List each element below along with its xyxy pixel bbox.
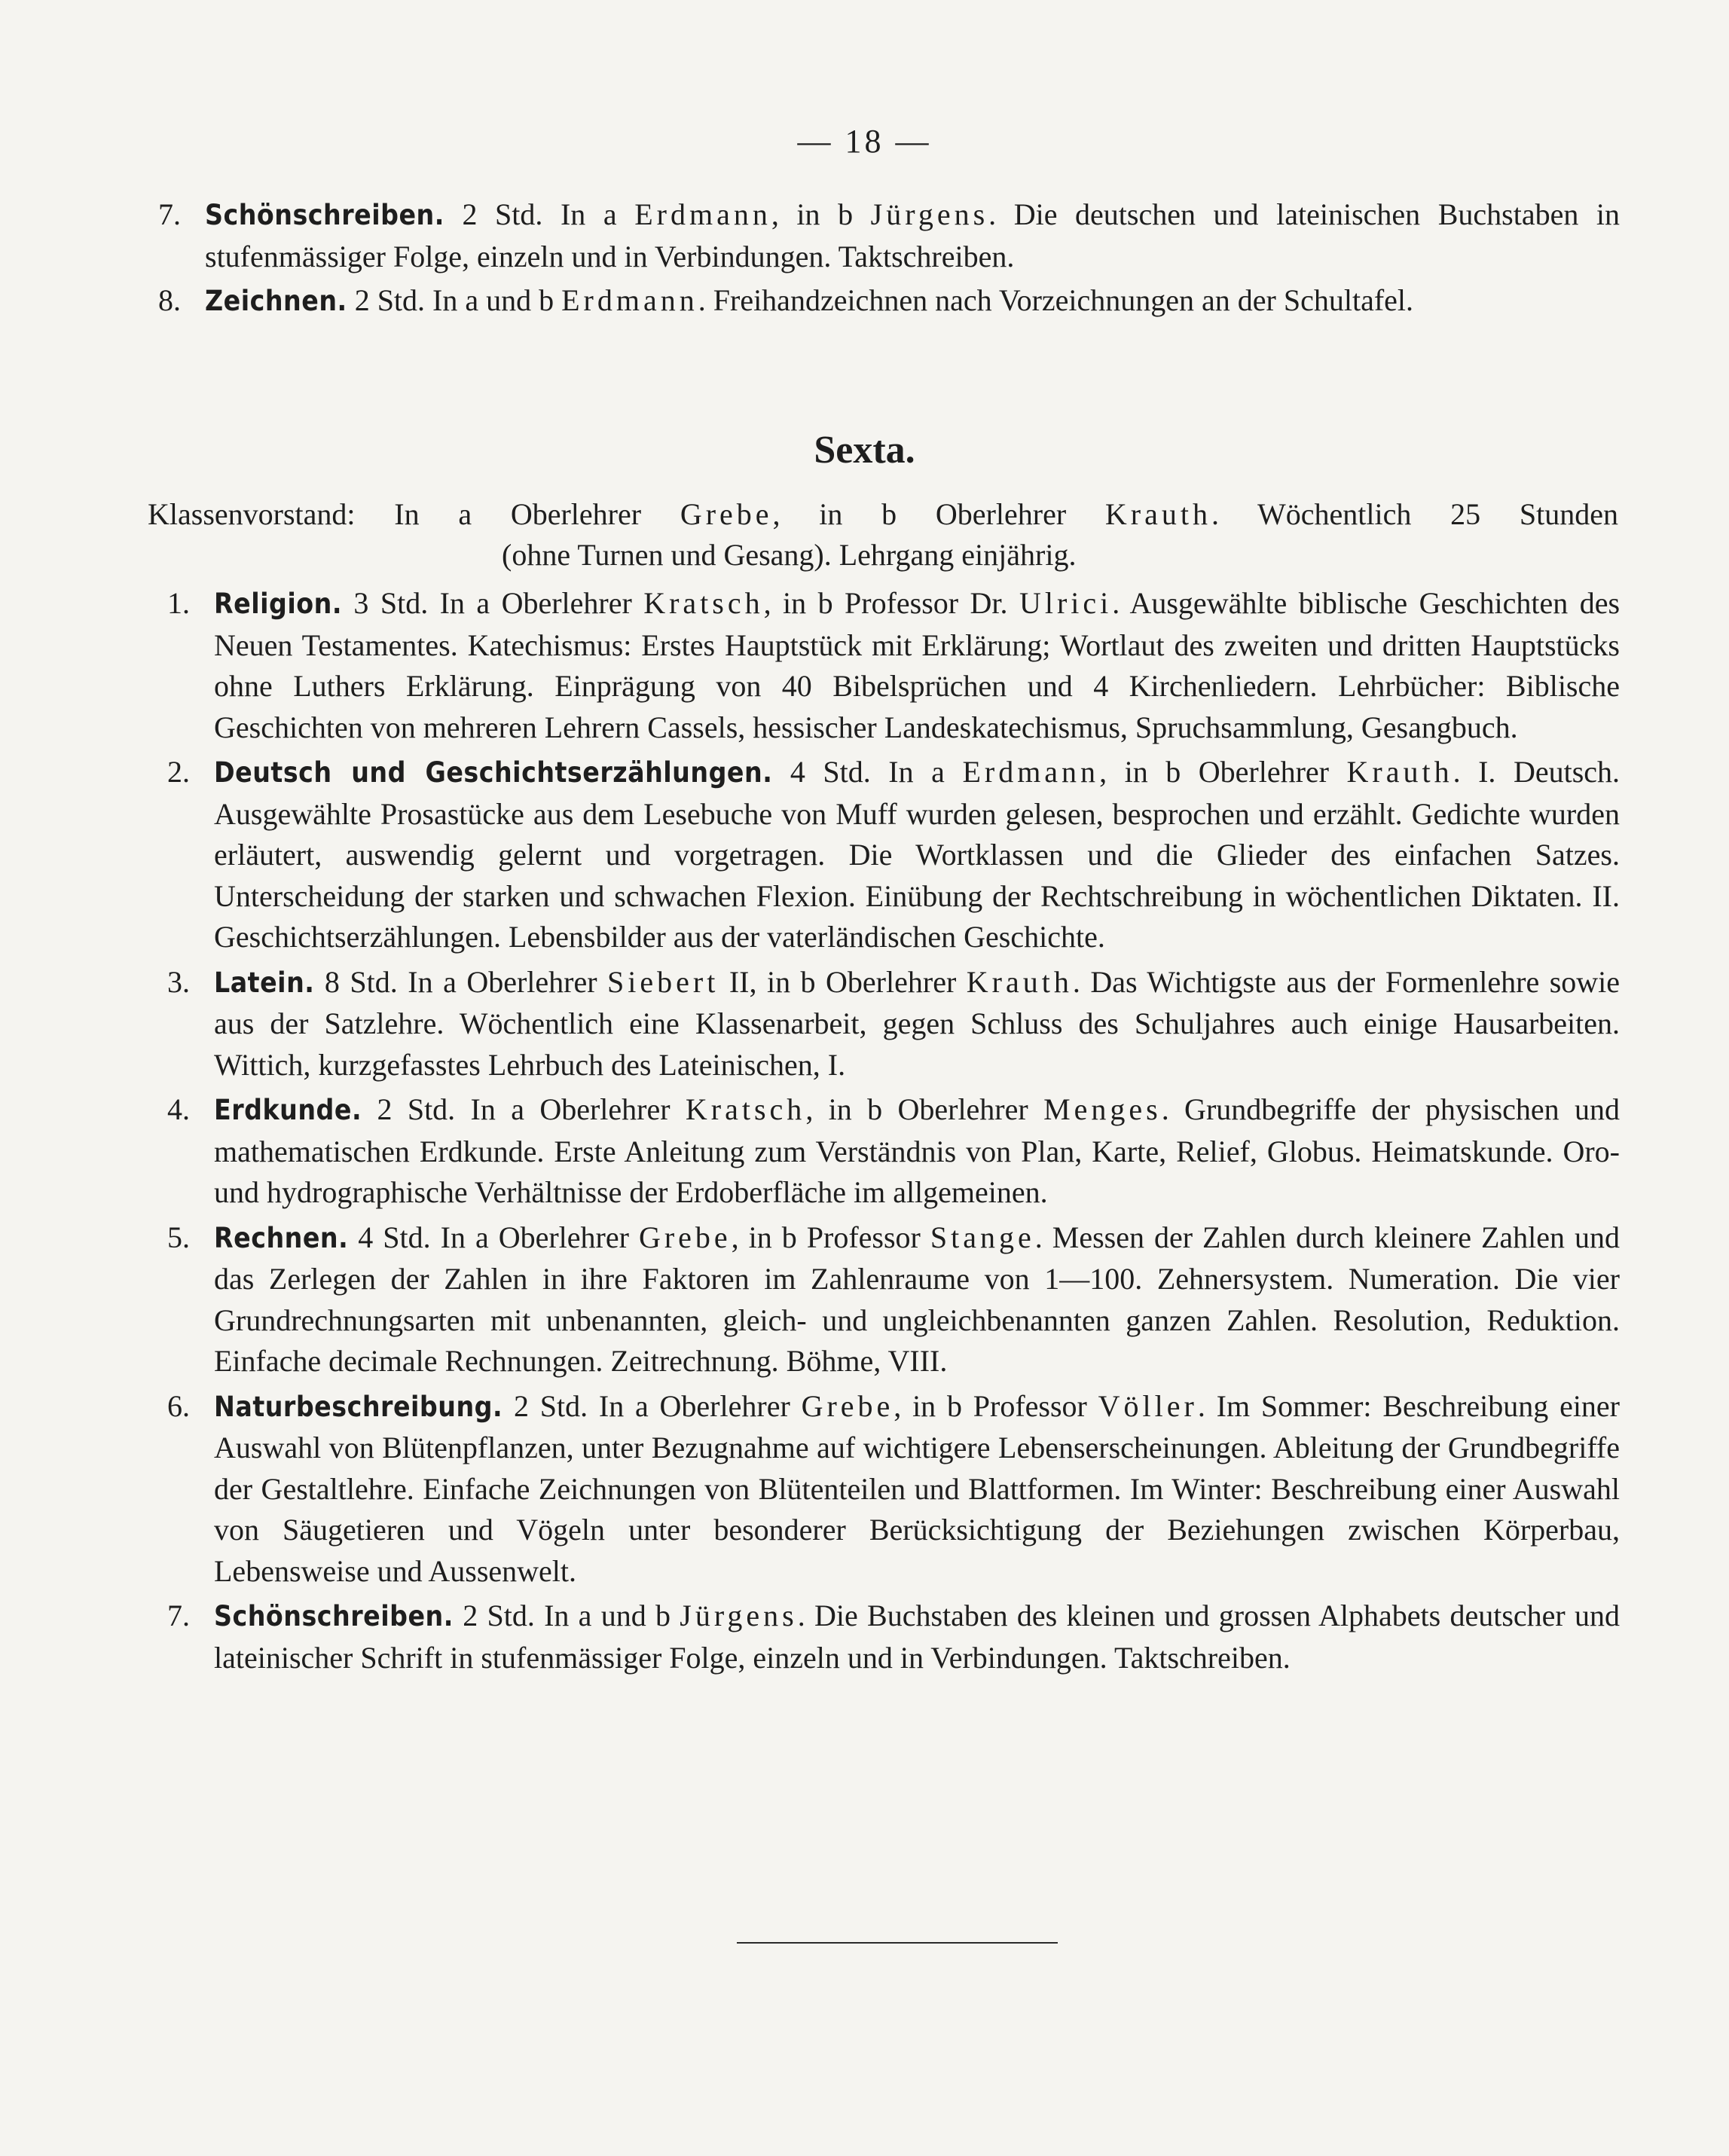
hours: 8 Std.: [324, 964, 398, 999]
text: II, in b Oberlehrer: [719, 964, 967, 999]
subject-title: Schönschreiben.: [205, 199, 444, 231]
subject-item: [167, 583, 1621, 748]
subject-title: Erdkunde.: [214, 1094, 362, 1126]
teacher-name: Siebert: [607, 964, 719, 999]
subject-item: [167, 1386, 1621, 1593]
item-number: 2.: [167, 755, 190, 789]
subject-item: [167, 1089, 1621, 1214]
teacher-name: Menges: [1043, 1092, 1162, 1126]
class-leader-second-line: (ohne Turnen und Gesang). Lehrgang einjährig.: [502, 538, 1077, 572]
subject-item: [158, 280, 1620, 322]
hours: 2 Std.: [462, 197, 543, 231]
teacher-name: Kratsch: [685, 1092, 806, 1126]
text: , in b Professor: [894, 1388, 1098, 1423]
item-number: 7.: [158, 197, 181, 231]
hours: 2 Std.: [513, 1388, 588, 1423]
subject-title: Deutsch und Geschichtserzählungen.: [214, 756, 773, 789]
text: In a: [870, 755, 963, 789]
teacher-name: Grebe: [680, 497, 773, 531]
text: , in b Professor Dr.: [763, 586, 1019, 620]
teacher-name: Kratsch: [643, 586, 764, 620]
subject-title: Religion.: [214, 588, 342, 620]
text: , in b Oberlehrer: [805, 1092, 1044, 1126]
text: . Ausgewählte biblische Geschichten des Neuen Testamentes. Katechismus: Erstes Hauptstück mit Erklärung; Wortlaut des zweiten und dritten Hauptstücks ohne Luthers Erklärung. Einprägung von 40 Bibelsprüchen und 4 Kirchenliedern. Lehrbücher: Biblische Geschichten von mehreren Lehrern Cassels, hessischer Landeskatechismus, Spruchsammlung, Gesangbuch.: [214, 586, 1621, 744]
teacher-name: Krauth: [966, 964, 1073, 999]
item-number: 5.: [167, 1220, 190, 1254]
text: , in b Professor: [731, 1220, 930, 1254]
teacher-name: Krauth: [1104, 497, 1211, 531]
hours: 2 Std.: [354, 283, 426, 317]
text: In a: [542, 197, 635, 231]
teacher-name: Völler: [1098, 1388, 1198, 1423]
subject-item: [167, 962, 1621, 1086]
text: . I. Deutsch. Ausgewählte Prosastücke aus dem Lesebuche von Muff wurden gelesen, besprochen und erzählt. Gedichte wurden erläutert, auswendig gelernt und vorgetragen. Die Wortklassen und die Glieder des einfachen Satzes. Unterscheidung der starken und schwachen Flexion. Einübung der Rechtschreibung in wöchentlichen Diktaten. II. Geschichtserzählungen. Lebensbilder aus der vaterländischen Geschichte.: [214, 755, 1621, 954]
text: , in b: [771, 197, 871, 231]
teacher-name: Grebe: [801, 1388, 894, 1423]
subject-title: Latein.: [214, 966, 315, 999]
subject-item: [167, 1217, 1621, 1382]
prev-section: [158, 194, 1621, 322]
teacher-name: Erdmann: [634, 197, 771, 231]
hours: 3 Std.: [353, 586, 429, 620]
class-leader-line: [148, 494, 1618, 576]
teacher-name: Ulrici: [1019, 586, 1113, 620]
subject-item: [167, 752, 1621, 958]
item-number: 1.: [167, 586, 190, 620]
text: . Die deutschen und lateinischen Buchstaben in stufenmässiger Folge, einzeln und in Verbindungen. Taktschreiben.: [205, 197, 1621, 273]
subject-title: Zeichnen.: [205, 285, 347, 317]
text: . Messen der Zahlen durch kleinere Zahlen und das Zerlegen der Zahlen in ihre Faktoren im Zahlenraume von 1—100. Zehnersystem. Numeration. Die vier Grundrechnungsarten mit unbenannten, gleich- und ungleichbenannten ganzen Zahlen. Resolution, Reduktion. Einfache decimale Rechnungen. Zeitrechnung. Böhme, VIII.: [214, 1220, 1621, 1378]
sexta-subjects: [167, 583, 1621, 1678]
text: . Wöchentlich 25 Stunden: [1211, 497, 1618, 531]
item-number: 4.: [167, 1092, 190, 1126]
text: In a Oberlehrer: [430, 1220, 639, 1254]
subject-title: Naturbeschreibung.: [214, 1390, 503, 1423]
page-number: — 18 —: [797, 123, 932, 160]
subject-item: [158, 194, 1621, 277]
item-number: 8.: [158, 283, 181, 317]
item-number: 7.: [167, 1599, 190, 1632]
text: . Grundbegriffe der physischen und mathematischen Erdkunde. Erste Anleitung zum Verständnis von Plan, Karte, Relief, Globus. Heimatskunde. Oro- und hydrographische Verhältnisse der Erdoberfläche im allgemeinen.: [214, 1092, 1621, 1209]
subject-title: Schönschreiben.: [214, 1600, 454, 1632]
item-number: 6.: [167, 1388, 190, 1423]
class-leader-first-line: [148, 494, 1618, 535]
end-rule: [737, 1942, 1058, 1944]
teacher-name: Erdmann: [962, 755, 1100, 789]
teacher-name: Grebe: [638, 1220, 732, 1254]
text: . Im Sommer: Beschreibung einer Auswahl von Blütenpflanzen, unter Bezugnahme auf wichtigere Lebenserscheinungen. Ableitung der Grundbegriffe der Gestaltlehre. Einfache Zeichnungen von Blütenteilen und Blattformen. Im Winter: Beschreibung einer Auswahl von Säugetieren und Vögeln unter besonderer Berücksichtigung der Beziehungen zwischen Körperbau, Lebensweise und Aussenwelt.: [214, 1388, 1621, 1588]
text: , in b Oberlehrer: [1099, 755, 1347, 789]
hours: 4 Std.: [790, 755, 871, 789]
text: In a Oberlehrer: [428, 586, 644, 620]
teacher-name: Jürgens: [680, 1599, 798, 1632]
teacher-name: Jürgens: [870, 197, 989, 231]
hours: 4 Std.: [358, 1220, 431, 1254]
text: Klassenvorstand: In a Oberlehrer: [148, 497, 680, 531]
subject-title: Rechnen.: [214, 1221, 349, 1254]
teacher-name: Krauth: [1346, 755, 1453, 789]
section-heading: Sexta.: [814, 429, 915, 472]
text: In a Oberlehrer: [588, 1388, 802, 1423]
hours: 2 Std.: [463, 1599, 535, 1632]
text: . Das Wichtigste aus der Formenlehre sowie aus der Satzlehre. Wöchentlich eine Klassenarbeit, gegen Schluss des Schuljahres auch einige Hausarbeiten. Wittich, kurzgefasstes Lehrbuch des Lateinischen, I.: [214, 964, 1621, 1082]
text: . Die Buchstaben des kleinen und grossen Alphabets deutscher und lateinischer Schrift in stufenmässiger Folge, einzeln und in Verbindungen. Taktschreiben.: [214, 1599, 1621, 1675]
text: , in b Oberlehrer: [772, 497, 1105, 531]
text: In a Oberlehrer: [397, 964, 608, 999]
text: In a und b: [534, 1599, 680, 1632]
hours: 2 Std.: [377, 1092, 456, 1126]
text: In a und b: [425, 283, 562, 317]
teacher-name: Stange: [930, 1220, 1035, 1254]
subject-item: [167, 1596, 1621, 1678]
item-number: 3.: [167, 964, 190, 999]
text: In a Oberlehrer: [455, 1092, 686, 1126]
teacher-name: Erdmann: [561, 283, 698, 317]
text: . Freihandzeichnen nach Vorzeichnungen an der Schultafel.: [698, 283, 1414, 317]
